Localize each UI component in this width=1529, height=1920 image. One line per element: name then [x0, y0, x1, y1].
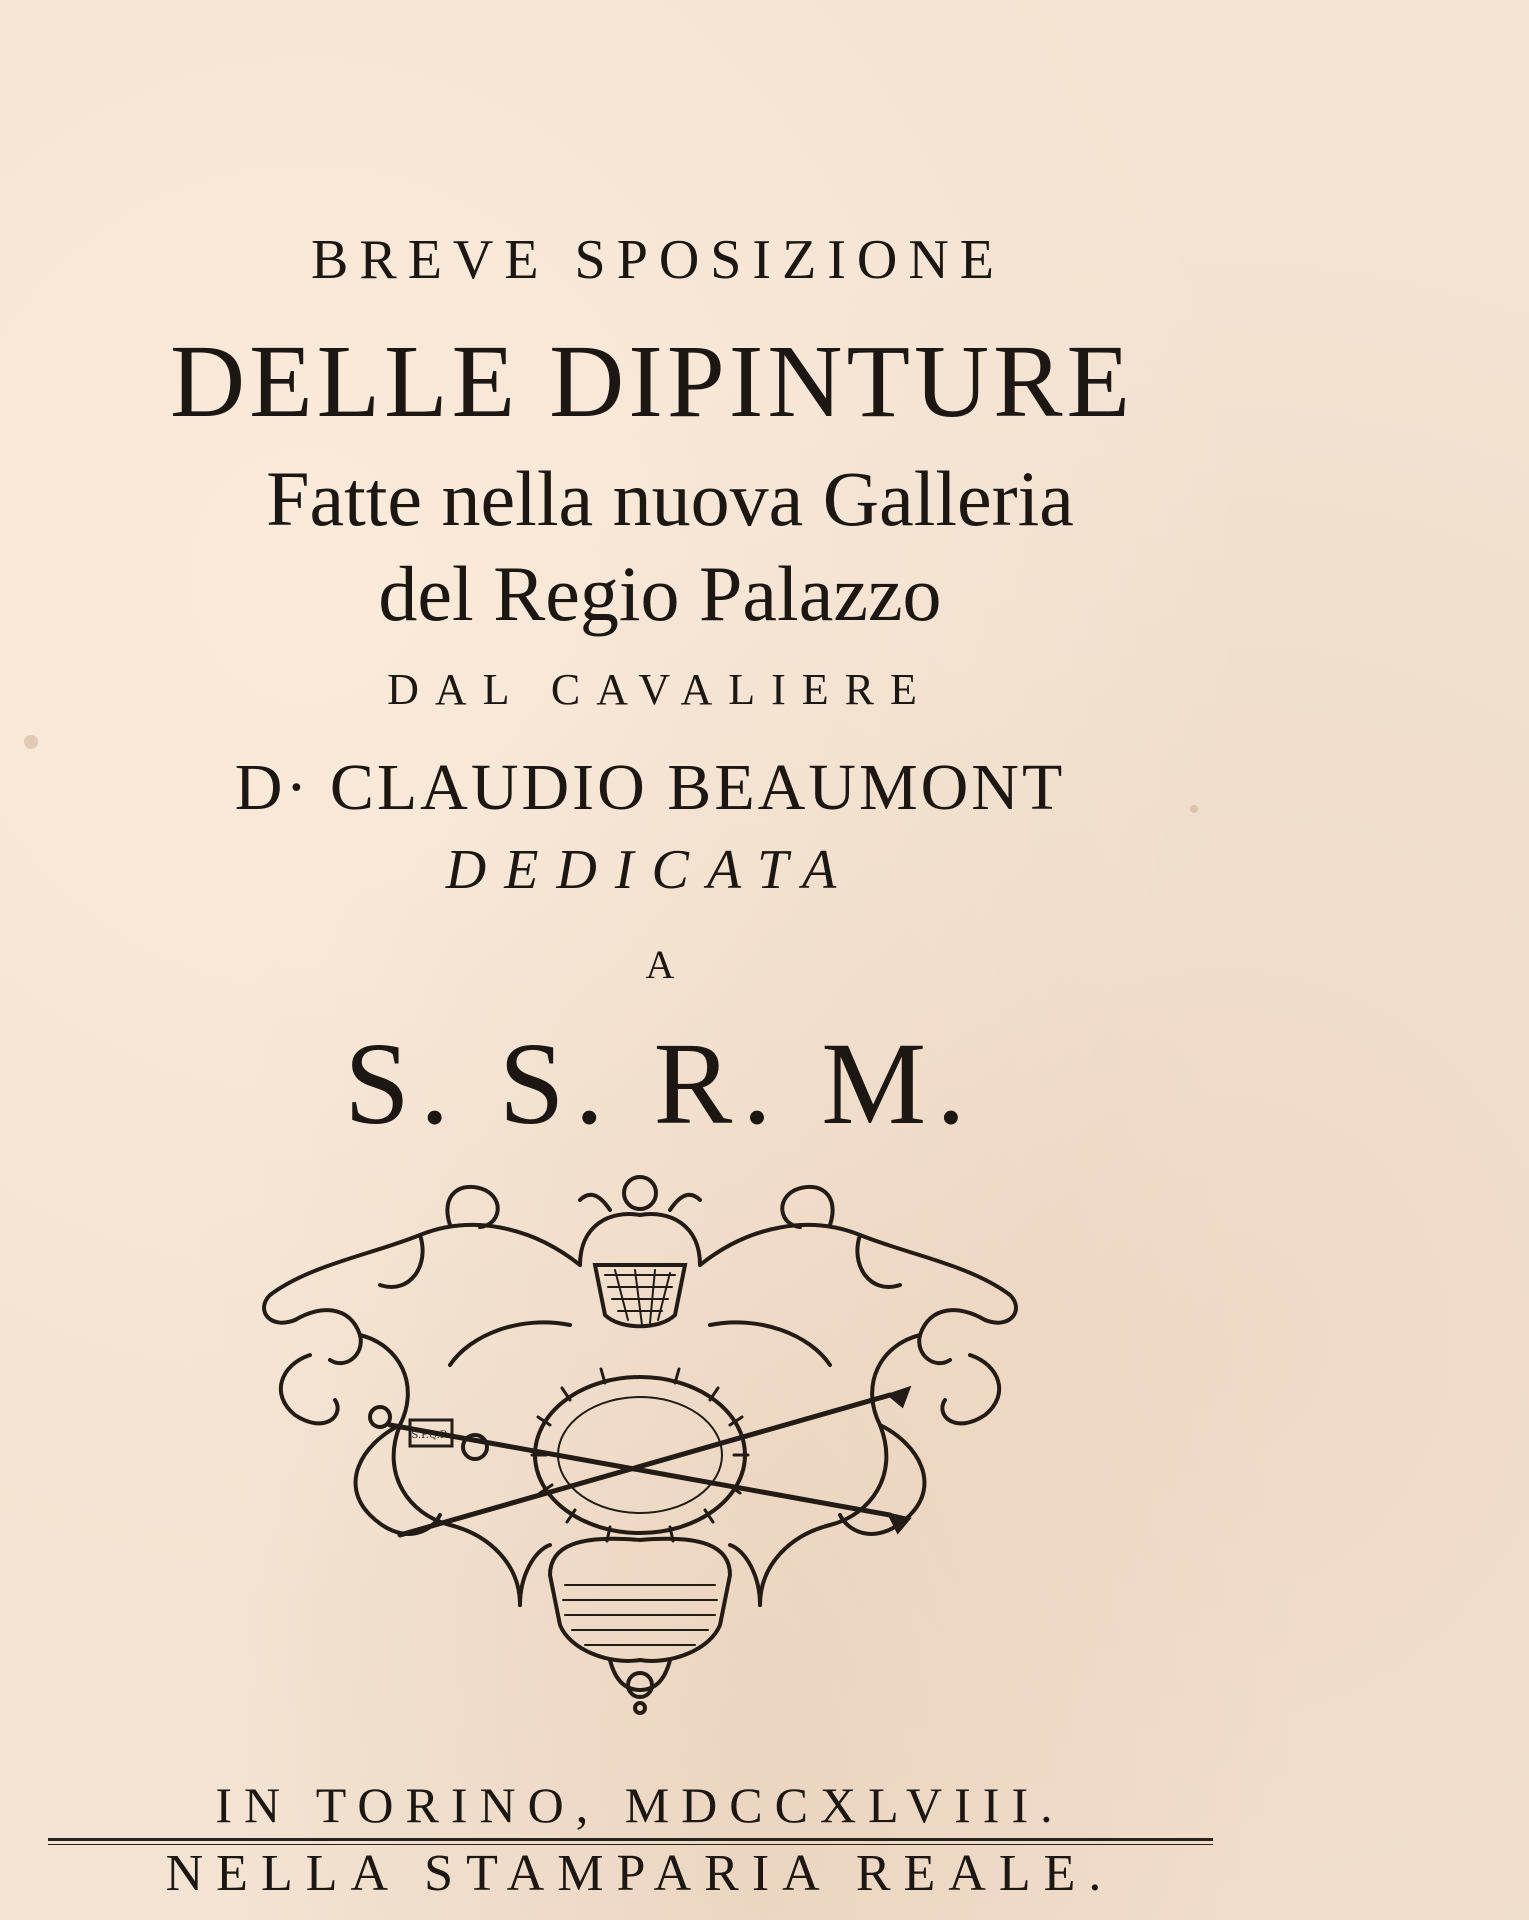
- author-prefix: DAL CAVALIERE: [387, 665, 933, 714]
- author-name: D· CLAUDIO BEAUMONT: [234, 751, 1066, 824]
- title-line-fatte-nella: Fatte nella nuova Galleria: [266, 455, 1074, 542]
- dedication-to: A: [645, 942, 675, 987]
- title-line-regio-palazzo: del Regio Palazzo: [378, 550, 942, 637]
- dedication-label: DEDICATA: [445, 839, 855, 901]
- ornamental-cartouche-icon: [250, 1155, 1030, 1715]
- imprint-rule: [48, 1838, 1213, 1841]
- title-line-breve-sposizione: BREVE SPOSIZIONE: [310, 229, 1006, 291]
- imprint-printer: NELLA STAMPARIA REALE.: [165, 1845, 1115, 1902]
- paper-stain: [1190, 805, 1198, 813]
- vignette-banner-text: S.P.Q.R.: [411, 1430, 451, 1441]
- title-line-delle-dipinture: DELLE DIPINTURE: [169, 324, 1135, 439]
- imprint-place-date: IN TORINO, MDCCXLVIII.: [215, 1777, 1065, 1833]
- paper-stain: [24, 735, 38, 749]
- dedicatee: S. S. R. M.: [344, 1018, 976, 1149]
